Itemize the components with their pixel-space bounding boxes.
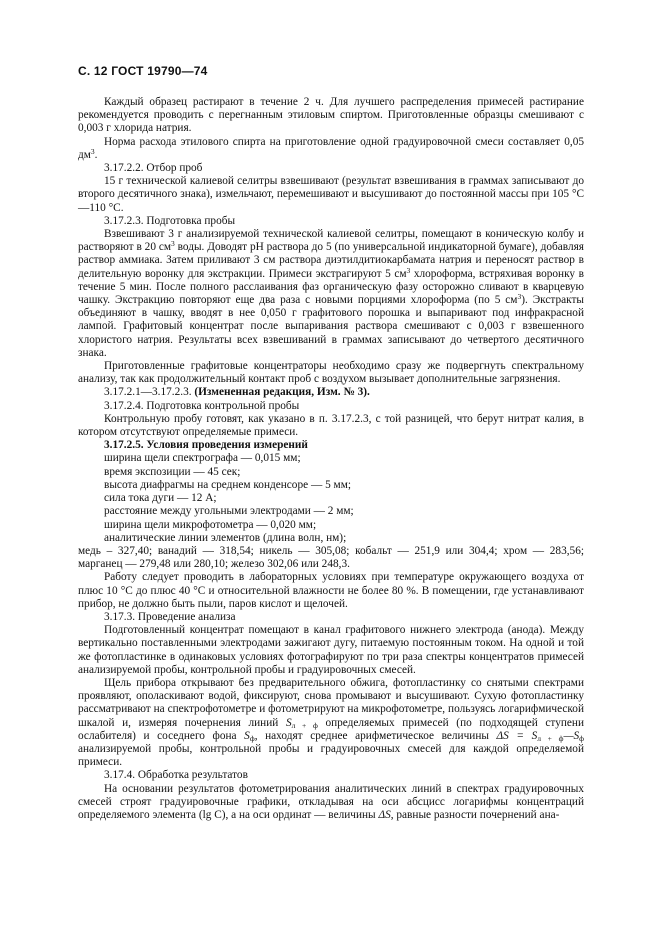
section-heading: 3.17.4. Обработка результатов [104,769,248,782]
paragraph [78,136,584,162]
subscript: л + ф [291,720,318,730]
page-header: С. 12 ГОСТ 19790—74 [78,64,208,78]
symbol: S [244,729,250,742]
superscript: 3 [90,146,95,156]
document-body [78,96,584,822]
condition-item: высота диафрагмы на среднем конденсоре — 5 мм; [104,478,351,491]
paragraph: 15 г технической калиевой селитры взвешивают (результат взвешивания в граммах записывают до второго десятичного знака), измельчают, перемешивают и высушивают до постоянной массы при 105 °С—110 °С. [78,175,584,214]
text: воды. Доводят pH раствора до 5 (по универсальной индикаторной бумаге), добавляя раствор аммиака. Затем приливают 3 см раствора диэтилдитиокарбамата натрия и переносят раствор в делительную воронку для экстракции. Примеси экстрагируют 5 см [78,241,585,280]
section-heading: 3.17.2.4. Подготовка контрольной пробы [104,399,300,412]
text: хлороформа, встряхивая воронку в течение 5 мин. После полного расслаивания фаз органическую фазу осторожно сливают в кварцевую чашку. Экстракцию повторяют еще два раза с новыми порциями хлороформа (по 5 см [78,267,584,307]
text: . [94,148,98,161]
text: Щель прибора открывают без предварительного обжига, фотопластинку со снятыми спектрами проявляют, ополаскивают водой, фиксируют, снова промывают и высушивают. Сухую фотопластинку рассматривают на спектрофотометре и фотометрируют на микрофотометре, пользуясь логарифмической шкалой и, измеряя почернения линий [78,676,584,729]
formula: —S [563,729,580,742]
text: Взвешивают 3 г анализируемой технической калиевой селитры, помещают в коническую колбу и растворяют в 20 см [78,228,584,254]
subscript: л + ф [537,733,564,743]
text: На основании результатов фотометрирования аналитических линий в спектрах градуировочных смесей строят градуировочные графики, откладывая на оси абсцисс логарифмы концентраций определяемого элемента (lg C), а на оси ординат — величины [78,782,584,821]
subscript: ф [579,733,585,743]
paragraph: Подготовленный концентрат помещают в канал графитового нижнего электрода (анода). Между вертикально поставленными электродами зажигают дугу, питаемую постоянным током. На одной и той же фотопластинке в одинаковых условиях фотографируют по три раза спектры концентратов примесей анализируемой пробы, контрольной пробы и градуировочных смесей. [78,624,584,676]
condition-item: аналитические линии элементов (длина волн, нм); [104,531,347,544]
amendment-note [78,386,584,399]
paragraph: Контрольную пробу готовят, как указано в п. 3.17.2.3, с той разницей, что берут нитрат калия, в котором отсутствуют определяемые примеси. [78,412,584,439]
section-heading: 3.17.2.2. Отбор проб [104,162,203,175]
text: анализируемой пробы, контрольной пробы и градуировочных смесей для каждой определяемой примеси. [78,742,584,769]
condition-item: ширина щели спектрографа — 0,015 мм; [104,452,301,465]
condition-item: время экспозиции — 45 сек; [104,465,241,478]
condition-item: сила тока дуги — 12 А; [104,492,217,505]
superscript: 3 [517,292,522,302]
paragraph: Приготовленные графитовые концентраторы необходимо сразу же подвергнуть спектральному анализу, так как продолжительный контакт проб с воздухом вызывает дополнительные загрязнения. [78,360,584,386]
condition-item: ширина щели микрофотометра — 0,020 мм; [104,518,317,531]
paragraph [78,228,584,360]
section-heading: 3.17.3. Проведение анализа [104,610,236,623]
superscript: 3 [171,239,175,249]
subscript: ф [249,733,255,743]
paragraph: Работу следует проводить в лабораторных условиях при температуре окружающего воздуха от плюс 10 °С до плюс 40 °С и относительной влажности не более 80 %. В помещении, где устанавливают прибор, не должно быть пыли, паров кислот и щелочей. [78,571,584,610]
formula: ΔS [378,808,391,821]
text: , равные разности почернений ана- [390,808,560,821]
text: определяемых примесей (по подходящей ступени ослабителя) и соседнего фона [78,716,584,742]
paragraph [78,783,584,823]
symbol: S [285,716,292,729]
text: , находят среднее арифметическое величины [254,729,497,742]
superscript: 3 [406,265,411,275]
formula: ΔS = S [496,729,538,742]
condition-item: расстояние между угольными электродами — 2 мм; [104,505,354,518]
text: Каждый образец растирают в течение 2 ч. Для лучшего распределения примесей растирание рекомендуется проводить с перегнанным этиловым спиртом. Приготовленные образцы смешивают с 0,003 г хлорида натрия. [78,96,584,135]
text: ). Экстракты объединяют в чашку, вводят в нее 0,050 г графитового порошка и выпаривают под инфракрасной лампой. Графитовый концентрат после выпаривания раствора смешивают с 0,003 г взвешенного хлористого натрия. Результаты всех взвешиваний в граммах записывают до четвертого десятичного знака. [78,294,584,359]
paragraph [78,677,584,769]
bold-text: (Измененная редакция, Изм. № 3). [194,386,370,399]
section-heading: 3.17.2.3. Подготовка пробы [104,214,236,227]
paragraph: медь – 327,40; ванадий — 318,54; никель — 305,08; кобальт — 251,9 или 304,4; хром — 283,56; марганец — 279,48 или 280,10; железо 302,06 или 248,3. [78,544,584,571]
text: 3.17.2.1—3.17.2.3. [104,386,195,399]
text: Норма расхода этилового спирта на приготовление одной градуировочной смеси составляет 0,05 дм [78,135,584,161]
section-heading-bold: 3.17.2.5. Условия проведения измерений [104,439,308,452]
paragraph [78,96,584,136]
